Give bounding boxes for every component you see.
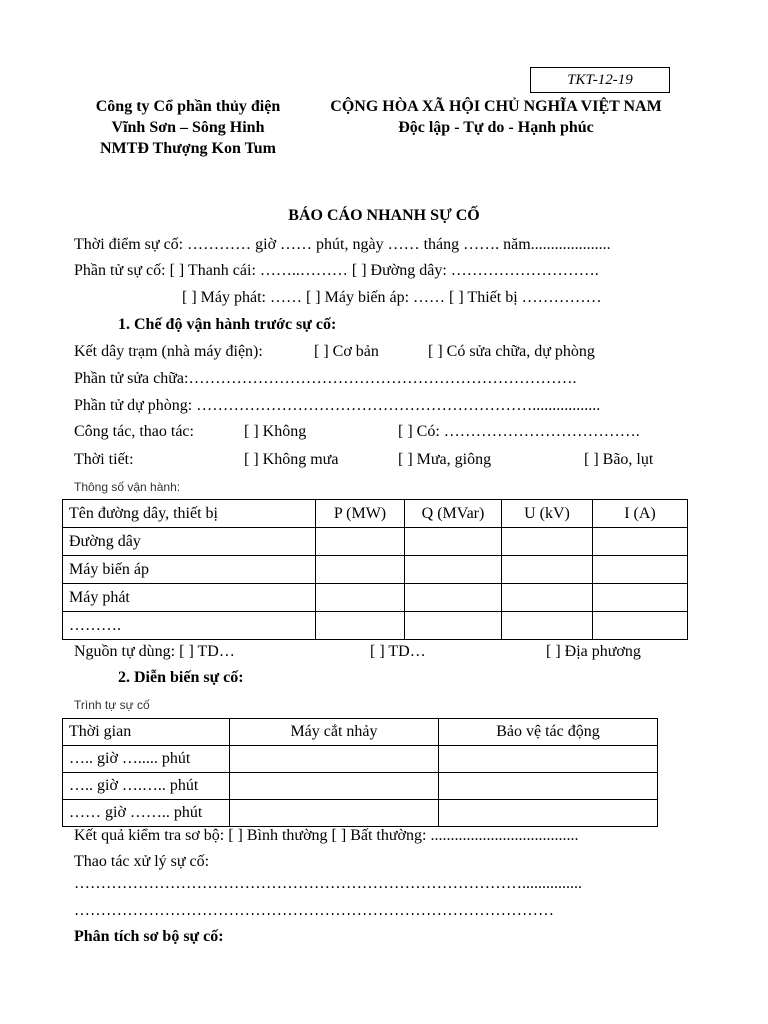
table-cell[interactable] [230, 800, 439, 827]
work-label: Công tác, thao tác: [74, 423, 194, 440]
table-header-cell: Bảo vệ tác động [439, 719, 658, 746]
table-cell[interactable] [593, 528, 688, 556]
table-cell[interactable] [316, 528, 405, 556]
incident-element-line: Phần tử sự cố: [ ] Thanh cái: ……..……… [ ] Đường dây: ………………………. [74, 262, 599, 279]
incident-time-line: Thời điểm sự cố: ………… giờ …… phút, ngày …… tháng ……. năm.................... [74, 236, 611, 253]
table-header-cell: P (MW) [316, 500, 405, 528]
weather-option-rain: [ ] Mưa, giông [398, 451, 492, 468]
table-cell[interactable] [593, 556, 688, 584]
table-cell[interactable] [502, 584, 593, 612]
params-caption: Thông số vận hành: [74, 480, 181, 494]
self-use-option-td: [ ] TD… [370, 643, 426, 660]
weather-option-storm: [ ] Bão, lụt [584, 451, 654, 468]
table-row-label: ….. giờ ….….. phút [63, 773, 230, 800]
table-row [63, 800, 658, 827]
sequence-caption: Trình tự sự cố [74, 698, 150, 712]
table-row-label: Máy biến áp [63, 556, 316, 584]
table-cell[interactable] [405, 612, 502, 640]
table-row-label: ….. giờ …..... phút [63, 746, 230, 773]
company-name: Công ty Cổ phần thủy điện [95, 98, 281, 115]
section-2-title: 2. Diễn biến sự cố: [118, 669, 244, 686]
table-cell[interactable] [502, 556, 593, 584]
table-header-cell: I (A) [593, 500, 688, 528]
self-use-option-local: [ ] Địa phương [546, 643, 641, 660]
table-cell[interactable] [439, 746, 658, 773]
table-row [63, 528, 688, 556]
table-cell[interactable] [502, 612, 593, 640]
table-header-cell: Tên đường dây, thiết bị [63, 500, 316, 528]
work-option-yes: [ ] Có: ………………………………. [398, 423, 640, 440]
table-row-label: …… giờ …….. phút [63, 800, 230, 827]
table-cell[interactable] [593, 584, 688, 612]
handling-dots-2: ……………………………………………………………………………… [74, 902, 554, 919]
station-option-repair: [ ] Có sửa chữa, dự phòng [428, 343, 595, 360]
section-1-title: 1. Chế độ vận hành trước sự cố: [118, 316, 337, 333]
table-cell[interactable] [230, 746, 439, 773]
table-header-cell: Máy cắt nhảy [230, 719, 439, 746]
document-code: TKT-12-19 [530, 67, 670, 93]
handling-label: Thao tác xử lý sự cố: [74, 853, 210, 870]
table-cell[interactable] [405, 528, 502, 556]
table-header-cell: U (kV) [502, 500, 593, 528]
table-cell[interactable] [316, 584, 405, 612]
table-row [63, 773, 658, 800]
table-header-cell: Q (MVar) [405, 500, 502, 528]
handling-dots-1: …………………………………………………………………………............... [74, 875, 582, 892]
analysis-title: Phân tích sơ bộ sự cố: [74, 928, 224, 945]
table-row-label: Đường dây [63, 528, 316, 556]
table-row-label: Máy phát [63, 584, 316, 612]
preliminary-check-line: Kết quả kiểm tra sơ bộ: [ ] Bình thường [ ] Bất thường: ..................................... [74, 827, 579, 844]
report-title: BÁO CÁO NHANH SỰ CỐ [288, 207, 480, 224]
table-row-label: ………. [63, 612, 316, 640]
national-header [300, 96, 692, 138]
station-config-label: Kết dây trạm (nhà máy điện): [74, 343, 263, 360]
table-cell[interactable] [593, 612, 688, 640]
table-cell[interactable] [405, 556, 502, 584]
weather-option-no-rain: [ ] Không mưa [244, 451, 339, 468]
company-sub: Vĩnh Sơn – Sông Hinh [111, 119, 265, 136]
table-row [63, 556, 688, 584]
incident-element-line-2: [ ] Máy phát: …… [ ] Máy biến áp: …… [ ] Thiết bị …………… [182, 289, 602, 306]
company-header [60, 96, 316, 159]
table-row [63, 746, 658, 773]
plant-name: NMTĐ Thượng Kon Tum [99, 140, 276, 157]
table-row [63, 612, 688, 640]
table-cell[interactable] [230, 773, 439, 800]
weather-label: Thời tiết: [74, 451, 134, 468]
table-cell[interactable] [502, 528, 593, 556]
table-cell[interactable] [316, 556, 405, 584]
station-option-basic: [ ] Cơ bản [314, 343, 379, 360]
table-cell[interactable] [405, 584, 502, 612]
self-use-source-label: Nguồn tự dùng: [ ] TD… [74, 643, 235, 660]
national-motto: Độc lập - Tự do - Hạnh phúc [398, 119, 594, 136]
national-title: CỘNG HÒA XÃ HỘI CHỦ NGHĨA VIỆT NAM [330, 98, 662, 115]
operating-params-table [62, 499, 688, 640]
table-header-row [63, 500, 688, 528]
table-header-row [63, 719, 658, 746]
repair-element-line: Phần tử sửa chữa:………………………………………………………………. [74, 370, 577, 387]
table-cell[interactable] [439, 800, 658, 827]
incident-sequence-table [62, 718, 658, 827]
backup-element-line: Phần tử dự phòng: ………………………………………………………................. [74, 397, 601, 414]
table-cell[interactable] [316, 612, 405, 640]
table-cell[interactable] [439, 773, 658, 800]
table-header-cell: Thời gian [63, 719, 230, 746]
table-row [63, 584, 688, 612]
work-option-no: [ ] Không [244, 423, 307, 440]
